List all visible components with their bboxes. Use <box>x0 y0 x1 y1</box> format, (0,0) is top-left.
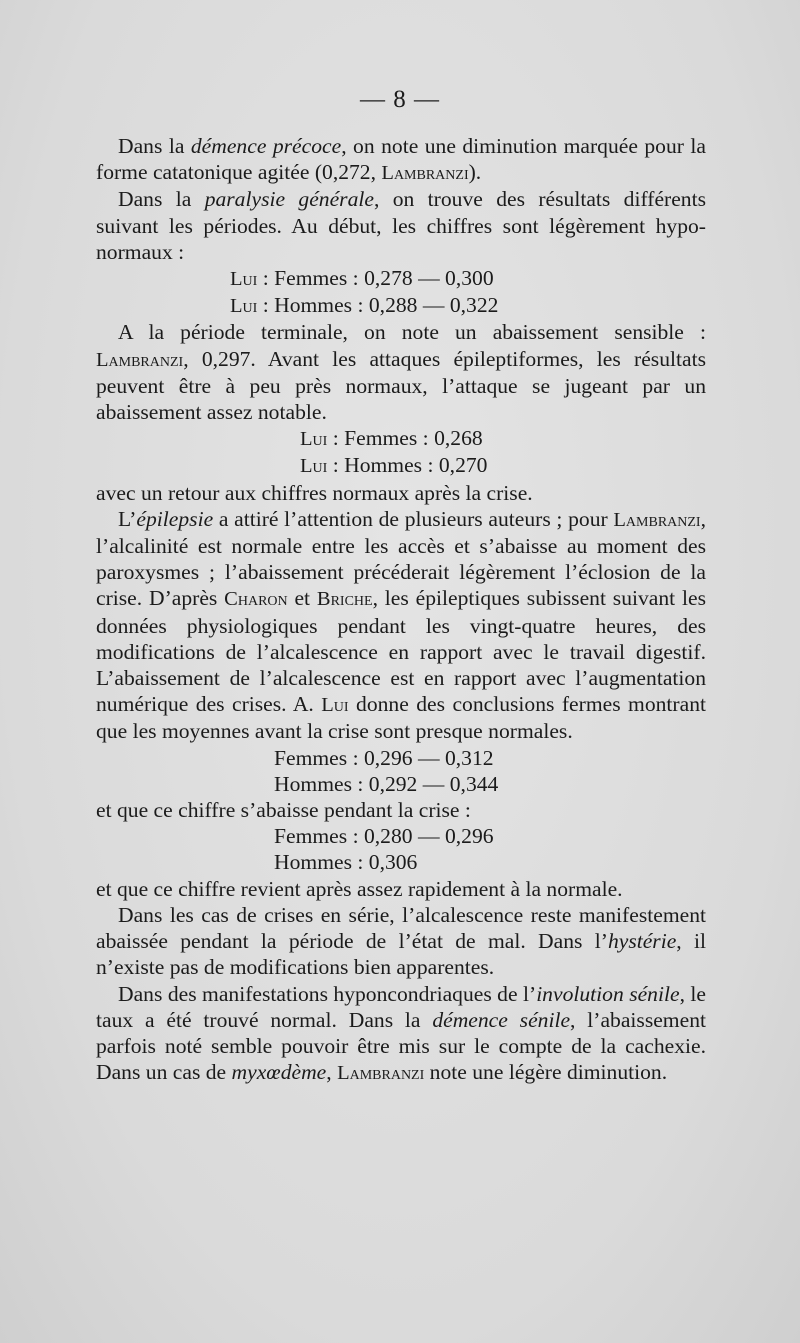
body-text <box>96 133 706 1086</box>
value-row-women-3: Femmes : 0,296 — 0,312 <box>274 745 494 770</box>
paragraph-senile: Dans des manifestations hyponcondriaques de l’involution sénile, le taux a été trouvé normal. Dans la démence sénile, l’abaissement parfois noté semble pouvoir être mis sur le compte de la cachexie. Dans un cas de myxœdème, Lambranzi note une légère diminution. <box>96 981 706 1085</box>
value-row-men-4: Hommes : 0,306 <box>274 850 418 875</box>
value-row-men-1: Lui : Hommes : 0,288 — 0,322 <box>230 293 499 318</box>
line-during-crisis: et que ce chiffre s’abaisse pendant la crise : <box>96 798 471 823</box>
page-number: — 8 — <box>360 86 440 113</box>
paragraph-general-paralysis: Dans la paralysie générale, on trouve des résultats différents suivant les périodes. Au début, les chiffres sont légèrement hypo-normaux : <box>96 187 707 264</box>
value-row-women-4: Femmes : 0,280 — 0,296 <box>274 824 494 849</box>
paragraph-terminal-period: A la période terminale, on note un abaissement sensible : Lambranzi, 0,297. Avant les attaques épileptiformes, les résultats peuvent être à peu près normaux, l’attaque se jugeant par un abaissement assez notable. <box>96 320 706 425</box>
value-row-men-3: Hommes : 0,292 — 0,344 <box>274 771 499 796</box>
paragraph-serial-crises: Dans les cas de crises en série, l’alcalescence reste manifestement abaissée pendant la période de l’état de mal. Dans l’hystérie, il n’existe pas de modifications bien apparentes. <box>96 902 707 980</box>
paragraph-epilepsy: L’épilepsie a attiré l’attention de plusieurs auteurs ; pour Lambranzi, l’alcalinité est normale entre les accès et s’abaisse au moment des paroxysmes ; l’abaissement précéderait légèrement l’éclosion de la crise. D’après Charon et Briche, les épileptiques subissent suivant les données physiologiques pendant les vingt-quatre heures, des modifications de l’alcalescence en rapport avec le travail digestif. L’abaissement de l’alcalescence est en rapport avec l’augmentation numérique des crises. A. Lui donne des conclusions fermes montrant que les moyennes avant la crise sont presque normales. <box>96 506 707 744</box>
value-row-women-1: Lui : Femmes : 0,278 — 0,300 <box>230 266 494 291</box>
value-row-women-2: Lui : Femmes : 0,268 <box>300 426 483 451</box>
value-row-men-2: Lui : Hommes : 0,270 <box>300 453 488 478</box>
paragraph-dementia-praecox: Dans la démence précoce, on note une diminution marquée pour la forme catatonique agitée (0,272, Lambranzi). <box>96 134 707 185</box>
line-return-normal: avec un retour aux chiffres normaux après la crise. <box>96 480 533 505</box>
line-returns-normal: et que ce chiffre revient après assez rapidement à la normale. <box>96 876 623 901</box>
